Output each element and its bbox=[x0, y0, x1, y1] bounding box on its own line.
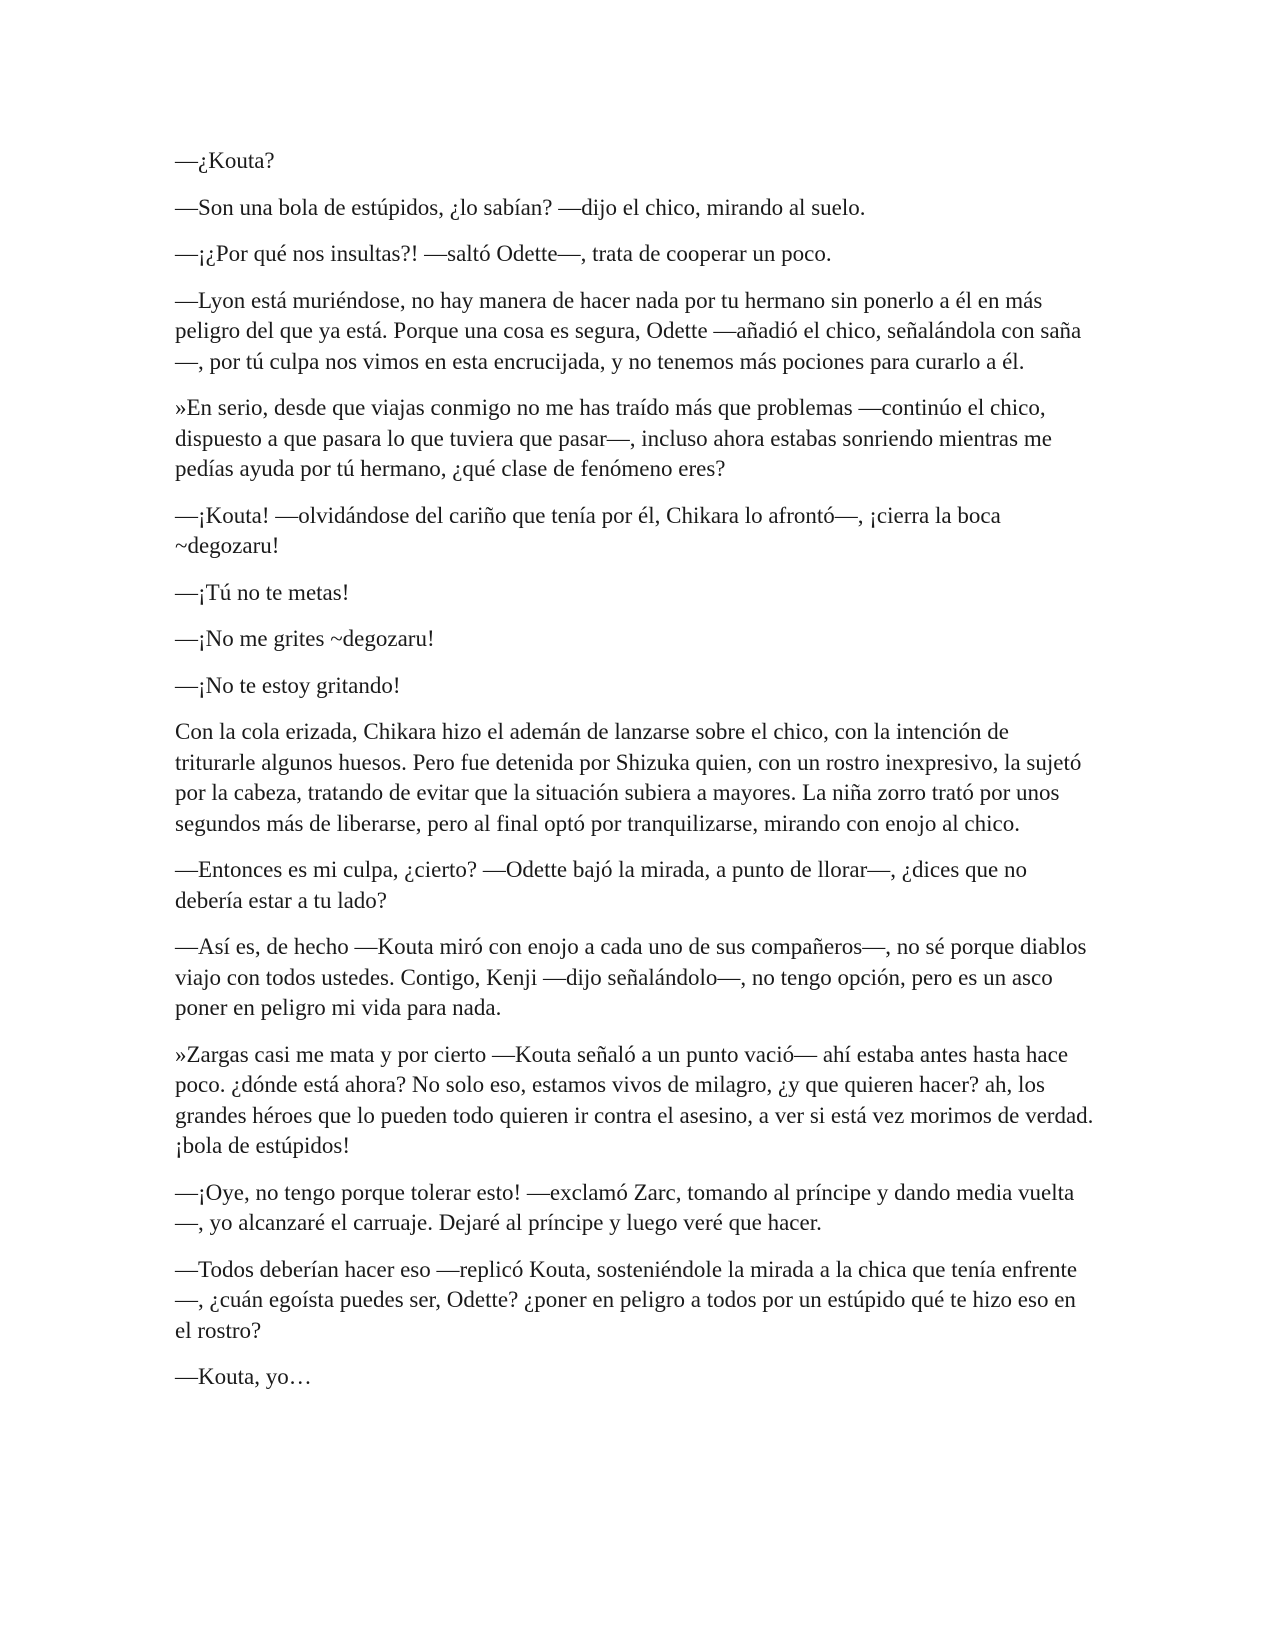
paragraph: Con la cola erizada, Chikara hizo el ademán de lanzarse sobre el chico, con la intención de triturarle algunos huesos. Pero fue detenida por Shizuka quien, con un rostro inexpresivo, la sujetó por la cabeza, tratando de evitar que la situación subiera a mayores. La niña zorro trató por unos segundos más de liberarse, pero al final optó por tranquilizarse, mirando con enojo al chico. bbox=[175, 719, 1082, 836]
paragraph: »En serio, desde que viajas conmigo no me has traído más que problemas —continúo el chico, dispuesto a que pasara lo que tuviera que pasar—, incluso ahora estabas sonriendo mientras me pedías ayuda por tú hermano, ¿qué clase de fenómeno eres? bbox=[175, 395, 1052, 481]
paragraph: —¿Kouta? bbox=[175, 148, 275, 173]
paragraph: —¡Oye, no tengo porque tolerar esto! —exclamó Zarc, tomando al príncipe y dando media vuelta—, yo alcanzaré el carruaje. Dejaré al príncipe y luego veré que hacer. bbox=[175, 1179, 1075, 1235]
paragraph: —¡Kouta! —olvidándose del cariño que tenía por él, Chikara lo afrontó—, ¡cierra la boca ~degozaru! bbox=[175, 502, 1001, 558]
text-body bbox=[175, 146, 1095, 1409]
paragraph: —Entonces es mi culpa, ¿cierto? —Odette bajó la mirada, a punto de llorar—, ¿dices que no debería estar a tu lado? bbox=[175, 857, 1027, 913]
paragraph: —Kouta, yo… bbox=[175, 1364, 312, 1389]
paragraph: —Son una bola de estúpidos, ¿lo sabían? —dijo el chico, mirando al suelo. bbox=[175, 194, 866, 220]
paragraph: —¡No te estoy gritando! bbox=[175, 672, 401, 698]
paragraph: —Así es, de hecho —Kouta miró con enojo a cada uno de sus compañeros—, no sé porque diablos viajo con todos ustedes. Contigo, Kenji —dijo señalándolo—, no tengo opción, pero es un asco poner en peligro mi vida para nada. bbox=[175, 934, 1087, 1020]
paragraph: —¡¿Por qué nos insultas?! —saltó Odette—, trata de cooperar un poco. bbox=[175, 241, 832, 266]
paragraph: —Lyon está muriéndose, no hay manera de hacer nada por tu hermano sin ponerlo a él en más peligro del que ya está. Porque una cosa es segura, Odette —añadió el chico, señalándola con saña—, por tú culpa nos vimos en esta encrucijada, y no tenemos más pociones para curarlo a él. bbox=[175, 287, 1082, 374]
paragraph: —¡Tú no te metas! bbox=[175, 579, 350, 605]
paragraph: —¡No me grites ~degozaru! bbox=[175, 626, 435, 651]
paragraph: »Zargas casi me mata y por cierto —Kouta señaló a un punto vació— ahí estaba antes hasta hace poco. ¿dónde está ahora? No solo eso, estamos vivos de milagro, ¿y que quieren hacer? ah, los grandes héroes que lo pueden todo quieren ir contra el asesino, a ver si está vez morimos de verdad. ¡bola de estúpidos! bbox=[175, 1041, 1094, 1158]
paragraph: —Todos deberían hacer eso —replicó Kouta, sosteniéndole la mirada a la chica que tenía enfrente—, ¿cuán egoísta puedes ser, Odette? ¿poner en peligro a todos por un estúpido qué te hizo eso en el rostro? bbox=[175, 1256, 1078, 1343]
